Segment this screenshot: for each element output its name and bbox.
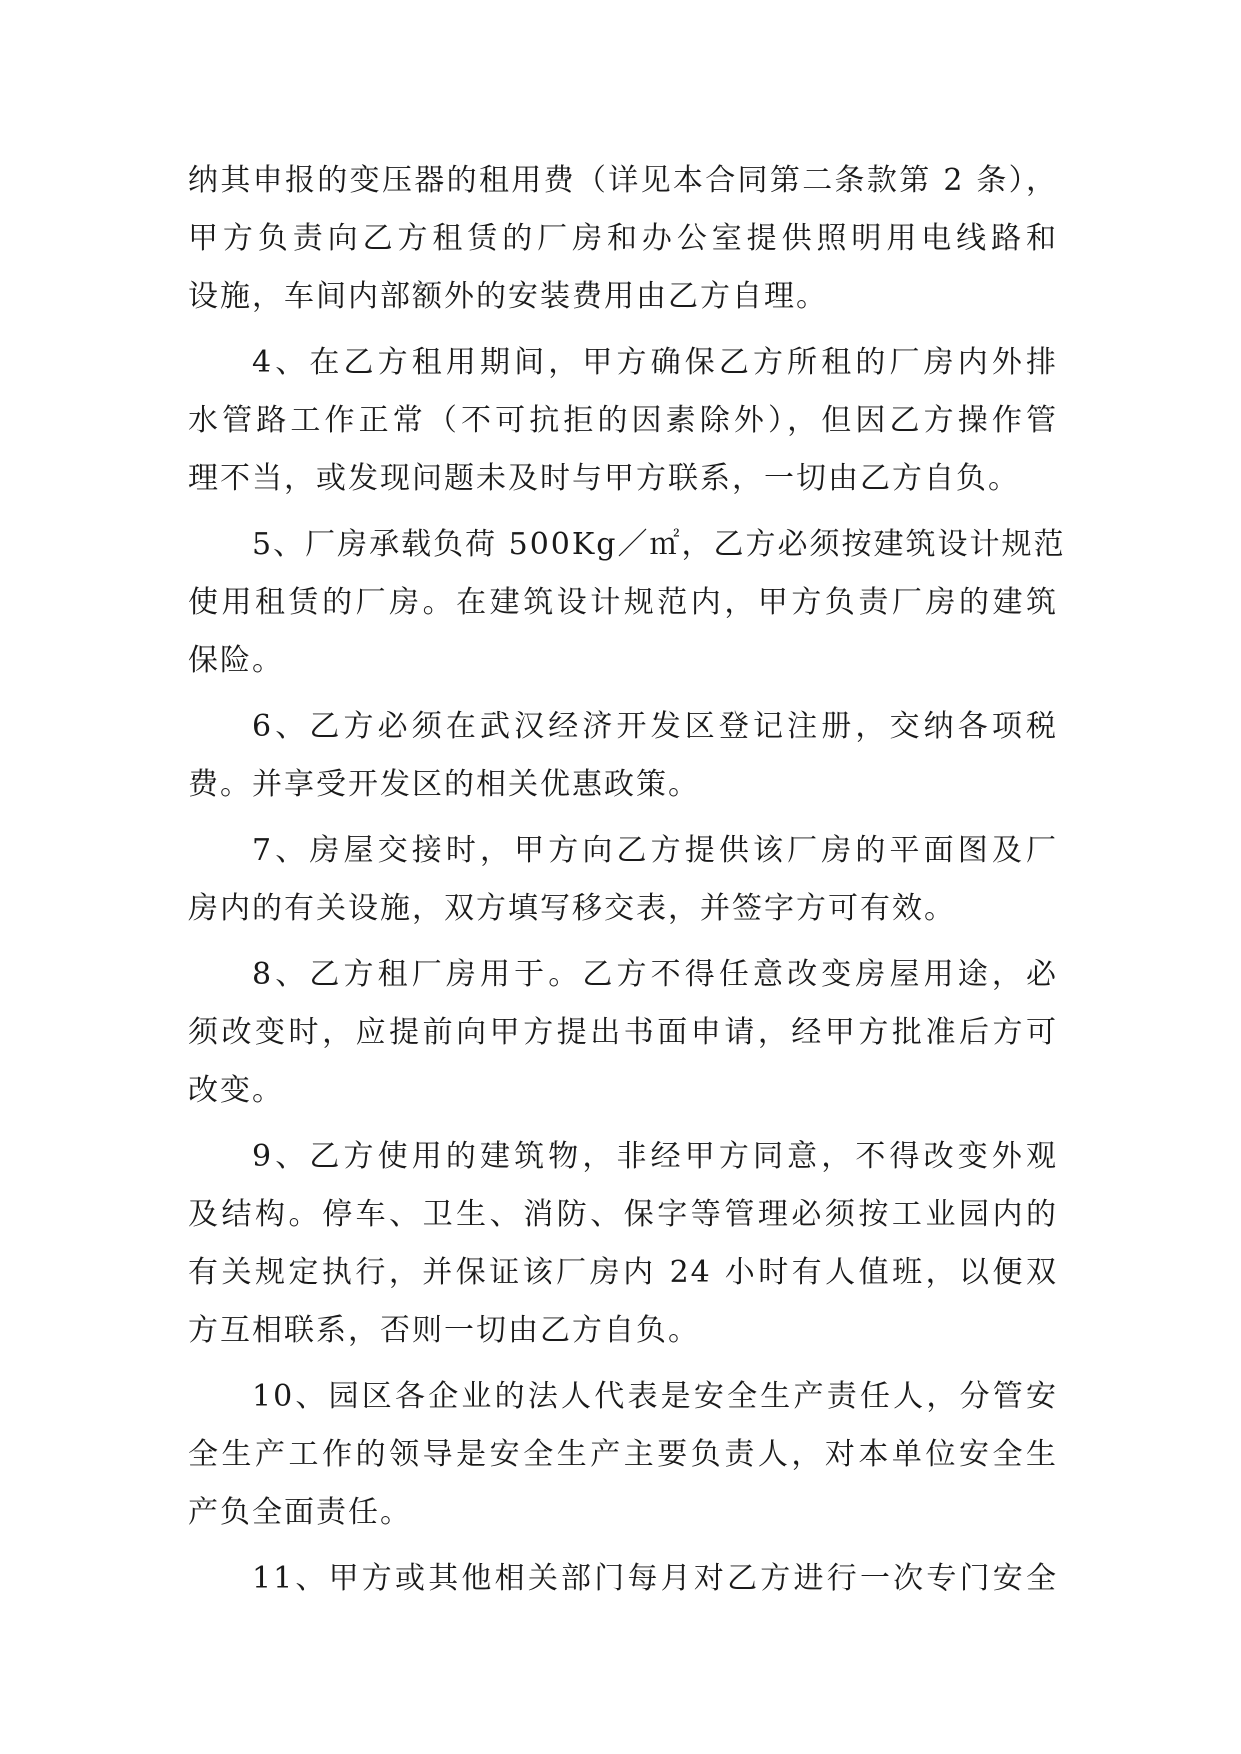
text-line: 费。并享受开发区的相关优惠政策。 <box>188 767 700 802</box>
paragraph-clause-9 <box>188 1128 1058 1360</box>
text-line: 甲方负责向乙方租赁的厂房和办公室提供照明用电线路和 <box>188 221 1058 256</box>
text-line: 纳其申报的变压器的租用费（详见本合同第二条款第 2 条）， <box>188 163 1058 198</box>
text-line: 7、房屋交接时，甲方向乙方提供该厂房的平面图及厂 <box>252 833 1058 868</box>
text-line: 9、乙方使用的建筑物，非经甲方同意，不得改变外观 <box>252 1139 1058 1174</box>
paragraph-clause-5 <box>188 516 1066 690</box>
paragraph-clause-11 <box>188 1550 1058 1608</box>
paragraph-clause-10 <box>188 1368 1058 1542</box>
text-line: 使用租赁的厂房。在建筑设计规范内，甲方负责厂房的建筑 <box>188 585 1058 620</box>
text-line: 6、乙方必须在武汉经济开发区登记注册，交纳各项税 <box>252 709 1058 744</box>
text-line: 8、乙方租厂房用于。乙方不得任意改变房屋用途，必 <box>252 957 1058 992</box>
paragraph-clause-8 <box>188 946 1058 1120</box>
text-line: 11、甲方或其他相关部门每月对乙方进行一次专门安全 <box>252 1561 1058 1596</box>
text-line: 理不当，或发现问题未及时与甲方联系，一切由乙方自负。 <box>188 461 1020 496</box>
paragraph-transformer-fee <box>188 152 1058 326</box>
text-line: 有关规定执行，并保证该厂房内 24 小时有人值班，以便双 <box>188 1255 1058 1290</box>
text-line: 方互相联系，否则一切由乙方自负。 <box>188 1313 700 1348</box>
text-line: 及结构。停车、卫生、消防、保字等管理必须按工业园内的 <box>188 1197 1058 1232</box>
text-line: 5、厂房承载负荷 500Kg／㎡，乙方必须按建筑设计规范 <box>252 527 1066 562</box>
document-body <box>188 152 1066 1616</box>
text-line: 10、园区各企业的法人代表是安全生产责任人，分管安 <box>252 1379 1058 1414</box>
text-line: 产负全面责任。 <box>188 1495 412 1530</box>
text-line: 改变。 <box>188 1073 284 1108</box>
text-line: 保险。 <box>188 643 284 678</box>
text-line: 全生产工作的领导是安全生产主要负责人，对本单位安全生 <box>188 1437 1058 1472</box>
paragraph-clause-7 <box>188 822 1058 938</box>
text-line: 房内的有关设施，双方填写移交表，并签字方可有效。 <box>188 891 956 926</box>
paragraph-clause-6 <box>188 698 1058 814</box>
text-line: 水管路工作正常（不可抗拒的因素除外），但因乙方操作管 <box>188 403 1058 438</box>
text-line: 设施，车间内部额外的安装费用由乙方自理。 <box>188 279 828 314</box>
paragraph-clause-4 <box>188 334 1058 508</box>
text-line: 4、在乙方租用期间，甲方确保乙方所租的厂房内外排 <box>252 345 1058 380</box>
text-line: 须改变时，应提前向甲方提出书面申请，经甲方批准后方可 <box>188 1015 1058 1050</box>
